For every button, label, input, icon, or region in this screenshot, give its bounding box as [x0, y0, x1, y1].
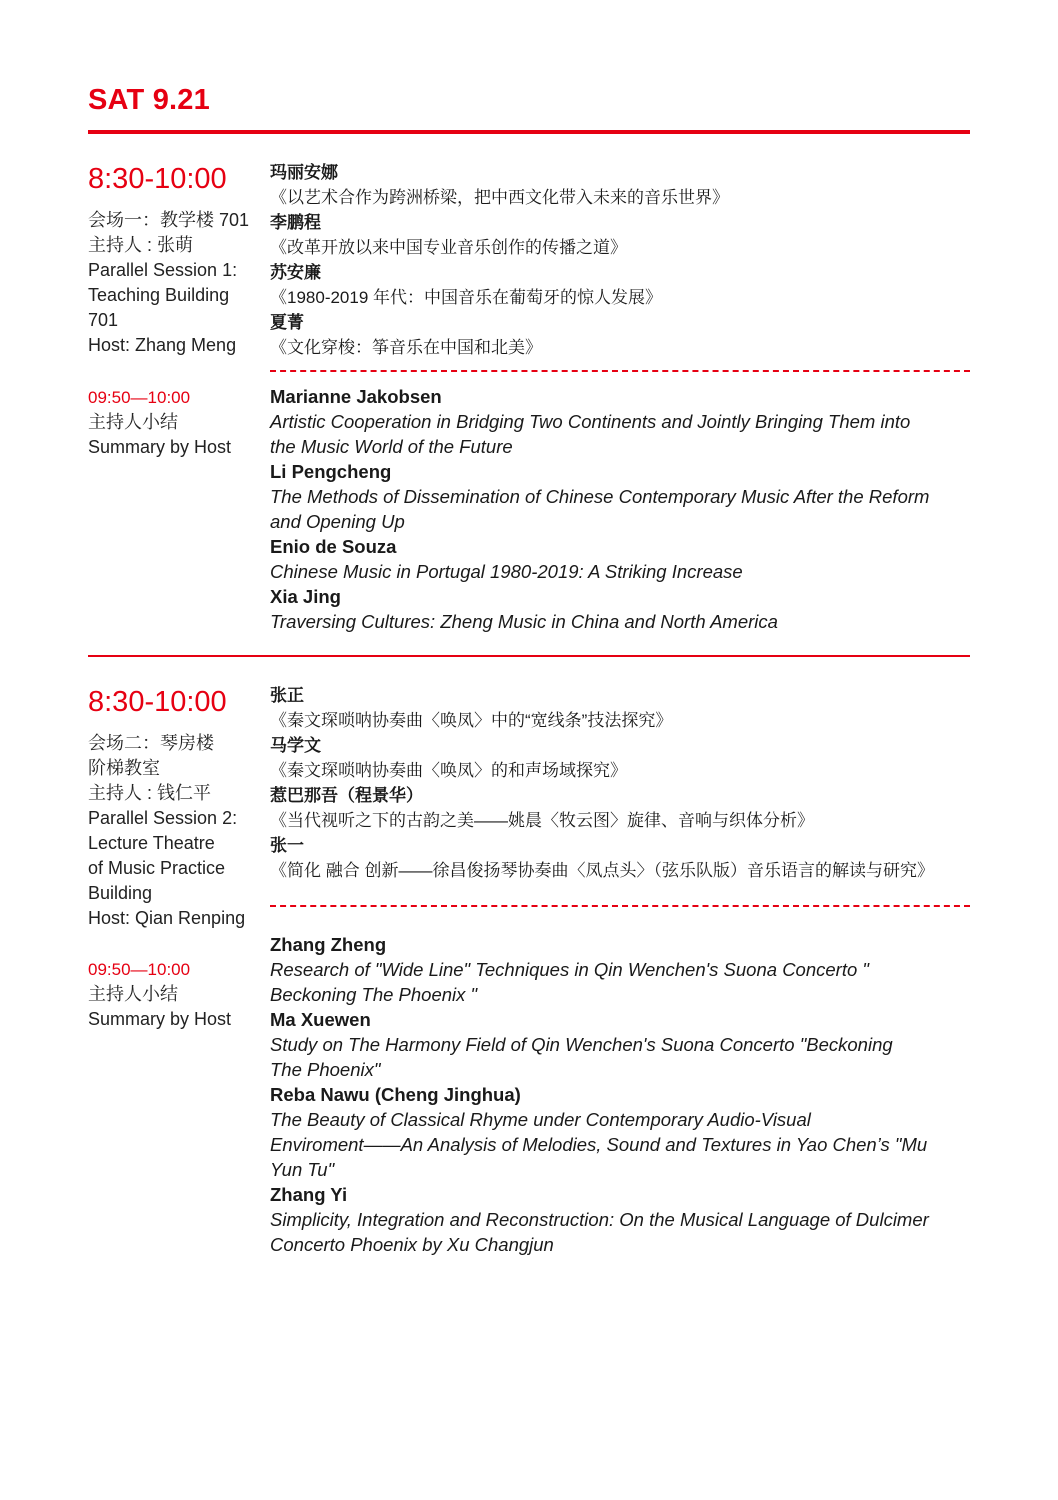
summary-time: 09:50—10:00	[88, 960, 191, 979]
host-line: 主持人 : 张萌	[88, 235, 194, 255]
venue-line: Building	[88, 883, 153, 903]
talk-title: 《文化穿梭：筝音乐在中国和北美》	[270, 338, 542, 357]
talk-title: The Beauty of Classical Rhyme under Contemporary Audio-Visual	[270, 1109, 811, 1130]
speaker-name: 夏菁	[270, 313, 304, 332]
title-divider	[88, 130, 970, 134]
session-divider	[88, 655, 970, 657]
talk-title: 《当代视听之下的古韵之美——姚晨〈牧云图〉旋律、音响与织体分析》	[270, 811, 814, 830]
talk-title: Yun Tu"	[270, 1159, 335, 1180]
speaker-name: Ma Xuewen	[270, 1009, 371, 1030]
talk-title: Research of "Wide Line" Techniques in Qin Wenchen's Suona Concerto "	[270, 959, 869, 980]
host-line: Host: Zhang Meng	[88, 335, 237, 355]
speaker-name: 惹巴那吾（程景华）	[270, 786, 423, 805]
talk-title: Simplicity, Integration and Reconstruction: On the Musical Language of Dulcimer	[270, 1209, 929, 1230]
session-2-info	[88, 685, 268, 931]
session-time: 8:30-10:00	[88, 686, 227, 718]
speaker-name: Xia Jing	[270, 586, 341, 607]
speaker-name: 张正	[270, 686, 304, 705]
venue-line: Parallel Session 2:	[88, 808, 238, 828]
venue-line: 会场二：琴房楼	[88, 733, 214, 753]
speaker-name: Li Pengcheng	[270, 461, 392, 482]
summary-label-en: Summary by Host	[88, 1009, 232, 1029]
venue-line: Parallel Session 1:	[88, 260, 238, 280]
venue-line: Teaching Building	[88, 285, 230, 305]
speaker-name: 李鹏程	[270, 213, 321, 232]
venue-line: 701	[88, 310, 119, 330]
venue-line: 会场一：教学楼 701	[88, 210, 250, 230]
session-1-info	[88, 162, 268, 358]
talk-title: 《改革开放以来中国专业音乐创作的传播之道》	[270, 238, 627, 257]
talk-title: Concerto Phoenix by Xu Changjun	[270, 1234, 554, 1255]
talk-title: and Opening Up	[270, 511, 405, 532]
speaker-name: Zhang Zheng	[270, 934, 387, 955]
session-1-talks-en	[270, 384, 970, 634]
speaker-name: 马学文	[270, 736, 321, 755]
host-line: Host: Qian Renping	[88, 908, 246, 928]
summary-time: 09:50—10:00	[88, 388, 191, 407]
speaker-name: 苏安廉	[270, 263, 321, 282]
session-2-talks-en	[270, 932, 970, 1257]
session-2-talks-cn	[270, 683, 970, 883]
talk-title: Chinese Music in Portugal 1980-2019: A Striking Increase	[270, 561, 743, 582]
day-title: SAT 9.21	[88, 84, 210, 116]
talk-title: 《秦文琛唢呐协奏曲〈唤凤〉中的“宽线条”技法探究》	[270, 711, 673, 730]
session-time: 8:30-10:00	[88, 163, 227, 195]
summary-label-en: Summary by Host	[88, 437, 232, 457]
talk-title: 《简化 融合 创新——徐昌俊扬琴协奏曲〈凤点头〉（弦乐队版）音乐语言的解读与研究》	[270, 861, 934, 880]
talk-title: The Phoenix"	[270, 1059, 381, 1080]
talk-title: Enviroment——An Analysis of Melodies, Sound and Textures in Yao Chen’s "Mu	[270, 1134, 928, 1155]
speaker-name: Zhang Yi	[270, 1184, 348, 1205]
language-divider	[270, 905, 970, 907]
talk-title: Artistic Cooperation in Bridging Two Continents and Jointly Bringing Them into	[270, 411, 911, 432]
summary-label-cn: 主持人小结	[88, 984, 178, 1004]
talk-title: Study on The Harmony Field of Qin Wenchen's Suona Concerto "Beckoning	[270, 1034, 893, 1055]
venue-line: Lecture Theatre	[88, 833, 215, 853]
talk-title: the Music World of the Future	[270, 436, 513, 457]
session-1-talks-cn	[270, 160, 970, 360]
talk-title: Beckoning The Phoenix "	[270, 984, 478, 1005]
speaker-name: Marianne Jakobsen	[270, 386, 442, 407]
summary-label-cn: 主持人小结	[88, 412, 178, 432]
venue-line: 阶梯教室	[88, 758, 160, 778]
speaker-name: 张一	[270, 836, 304, 855]
session-1-summary	[88, 385, 268, 460]
venue-line: of Music Practice	[88, 858, 226, 878]
talk-title: 《秦文琛唢呐协奏曲〈唤凤〉的和声场域探究》	[270, 761, 627, 780]
language-divider	[270, 370, 970, 372]
session-2-summary	[88, 957, 268, 1032]
speaker-name: Enio de Souza	[270, 536, 397, 557]
talk-title: Traversing Cultures: Zheng Music in China and North America	[270, 611, 778, 632]
speaker-name: Reba Nawu (Cheng Jinghua)	[270, 1084, 521, 1105]
speaker-name: 玛丽安娜	[270, 163, 338, 182]
host-line: 主持人 : 钱仁平	[88, 783, 212, 803]
talk-title: 《1980-2019 年代：中国音乐在葡萄牙的惊人发展》	[270, 288, 663, 307]
talk-title: 《以艺术合作为跨洲桥梁，把中西文化带入未来的音乐世界》	[270, 188, 729, 207]
talk-title: The Methods of Dissemination of Chinese Contemporary Music After the Reform	[270, 486, 930, 507]
